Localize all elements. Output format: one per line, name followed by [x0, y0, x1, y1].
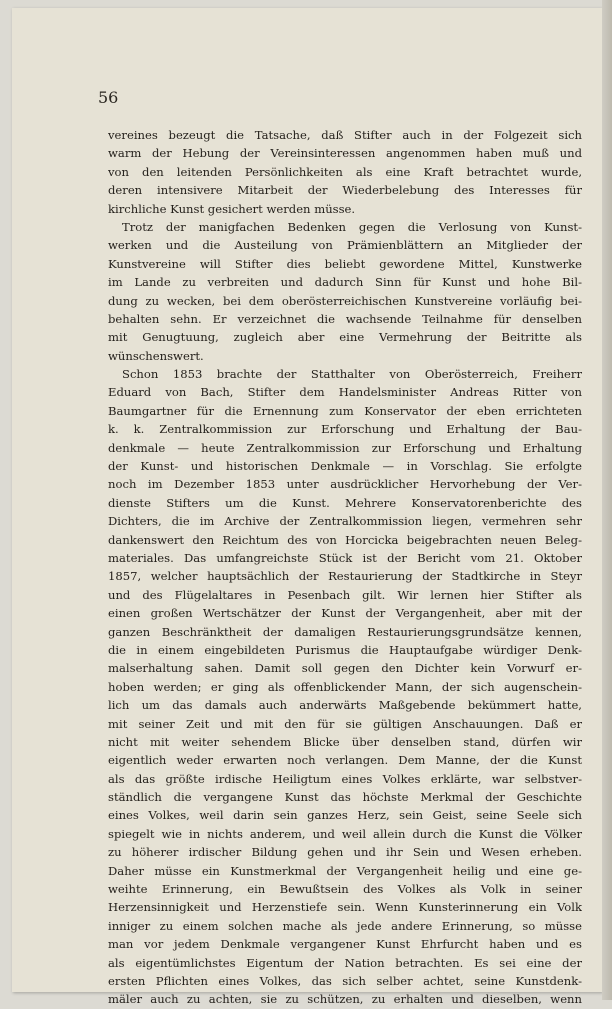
text-line: als eigentümlichstes Eigentum der Nation betrachten. Es sei eine der [108, 955, 582, 970]
text-line: ersten Pflichten eines Volkes, das sich selber achtet, seine Kunstdenk- [108, 973, 582, 988]
text-line: Dichters, die im Archive der Zentralkommission liegen, vermehren sehr [108, 514, 582, 529]
text-line: zu höherer irdischer Bildung gehen und ihr Sein und Wesen erheben. [108, 845, 582, 860]
text-line: lich um das damals auch anderwärts Maßgebende bekümmert hatte, [108, 698, 582, 713]
text-line: warm der Hebung der Vereinsinteressen angenommen haben muß und [108, 146, 582, 161]
text-line: mäler auch zu achten, sie zu schützen, zu erhalten und dieselben, wenn [108, 992, 582, 1007]
page-text [108, 126, 582, 1009]
text-line: Kunstvereine will Stifter dies beliebt gewordene Mittel, Kunstwerke [108, 256, 582, 271]
page-number: 56 [98, 88, 119, 107]
text-line: eines Volkes, weil darin sein ganzes Herz, sein Geist, seine Seele sich [108, 808, 582, 823]
text-line: dankenswert den Reichtum des von Horcicka beigebrachten neuen Beleg- [108, 532, 582, 547]
text-line: als das größte irdische Heiligtum eines Volkes erklärte, war selbstver- [108, 771, 582, 786]
text-line: behalten sehn. Er verzeichnet die wachsende Teilnahme für denselben [108, 311, 582, 326]
text-line: mit Genugtuung, zugleich aber eine Vermehrung der Beitritte als [108, 330, 582, 345]
text-line: der Kunst- und historischen Denkmale — in Vorschlag. Sie erfolgte [108, 459, 582, 474]
text-line: dienste Stifters um die Kunst. Mehrere Konservatorenberichte des [108, 495, 582, 510]
text-line: weihte Erinnerung, ein Bewußtsein des Volkes als Volk in seiner [108, 882, 582, 897]
text-line: spiegelt wie in nichts anderem, und weil allein durch die Kunst die Völker [108, 826, 582, 841]
text-line: die in einem eingebildeten Purismus die Hauptaufgabe würdiger Denk- [108, 642, 582, 657]
text-line: Daher müsse ein Kunstmerkmal der Vergangenheit heilig und eine ge- [108, 863, 582, 878]
text-line: Herzensinnigkeit und Herzenstiefe sein. Wenn Kunsterinnerung ein Volk [108, 900, 582, 915]
text-line: k. k. Zentralkommission zur Erforschung und Erhaltung der Bau- [108, 422, 582, 437]
text-line: inniger zu einem solchen mache als jede andere Erinnerung, so müsse [108, 918, 582, 933]
text-line: wünschenswert. [108, 348, 204, 363]
text-line: einen großen Wertschätzer der Kunst der Vergangenheit, aber mit der [108, 606, 582, 621]
text-line: man vor jedem Denkmale vergangener Kunst Ehrfurcht haben und es [108, 937, 582, 952]
text-line: eigentlich weder erwarten noch verlangen. Dem Manne, der die Kunst [108, 753, 582, 768]
text-line: ganzen Beschränktheit der damaligen Restaurierungsgrundsätze kennen, [108, 624, 582, 639]
text-line: Eduard von Bach, Stifter dem Handelsminister Andreas Ritter von [108, 385, 582, 400]
text-line: ständlich die vergangene Kunst das höchste Merkmal der Geschichte [108, 790, 582, 805]
page-edge [602, 0, 612, 1000]
text-line: Trotz der manigfachen Bedenken gegen die Verlosung von Kunst- [122, 219, 582, 234]
book-page [12, 8, 602, 1007]
text-line: nicht mit weiter sehendem Blicke über denselben stand, dürfen wir [108, 734, 582, 749]
text-line: kirchliche Kunst gesichert werden müsse. [108, 201, 356, 216]
text-line: 1857, welcher hauptsächlich der Restaurierung der Stadtkirche in Steyr [108, 569, 582, 584]
text-line: deren intensivere Mitarbeit der Wiederbelebung des Interesses für [108, 183, 582, 198]
text-line: noch im Dezember 1853 unter ausdrücklicher Hervorhebung der Ver- [108, 477, 582, 492]
text-line: Baumgartner für die Ernennung zum Konservator der eben errichteten [108, 403, 582, 418]
text-line: materiales. Das umfangreichste Stück ist der Bericht vom 21. Oktober [108, 550, 582, 565]
text-line: mit seiner Zeit und mit den für sie gültigen Anschauungen. Daß er [108, 716, 582, 731]
text-line: dung zu wecken, bei dem oberösterreichischen Kunstvereine vorläufig bei- [108, 293, 582, 308]
text-line: und des Flügelaltares in Pesenbach gilt. Wir lernen hier Stifter als [108, 587, 582, 602]
text-line: malserhaltung sahen. Damit soll gegen den Dichter kein Vorwurf er- [108, 661, 582, 676]
text-line: Schon 1853 brachte der Statthalter von Oberösterreich, Freiherr [122, 367, 582, 382]
text-line: im Lande zu verbreiten und dadurch Sinn für Kunst und hohe Bil- [108, 275, 582, 290]
text-line: von den leitenden Persönlichkeiten als eine Kraft betrachtet wurde, [108, 164, 582, 179]
text-line: werken und die Austeilung von Prämienblättern an Mitglieder der [108, 238, 582, 253]
text-line: vereines bezeugt die Tatsache, daß Stifter auch in der Folgezeit sich [108, 128, 582, 142]
text-line: hoben werden; er ging als offenblickender Mann, der sich augenschein- [108, 679, 582, 694]
text-line: denkmale — heute Zentralkommission zur Erforschung und Erhaltung [108, 440, 582, 455]
